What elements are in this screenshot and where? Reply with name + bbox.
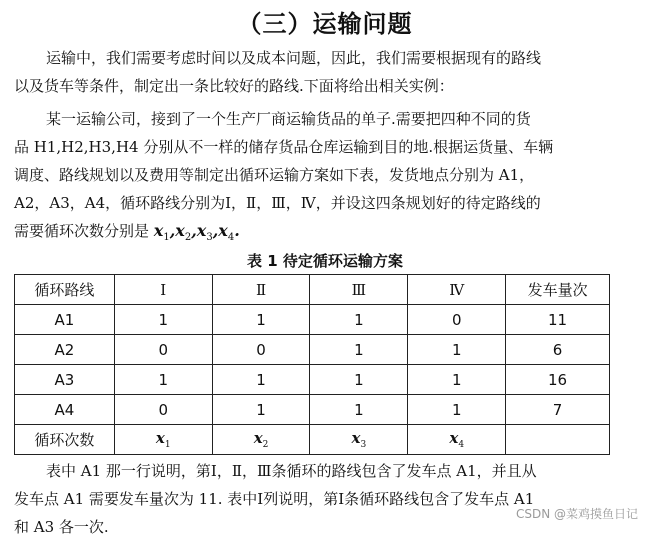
cycle-var-x1: $x_1$ bbox=[114, 425, 212, 455]
table-cell: A3 bbox=[15, 365, 115, 395]
intro-paragraph bbox=[14, 44, 636, 100]
table-cell: 1 bbox=[310, 335, 408, 365]
table-row bbox=[15, 335, 610, 365]
explanation-paragraph bbox=[14, 457, 636, 541]
example-line-4: A2，A3，A4，循环路线分别为Ⅰ，Ⅱ，Ⅲ，Ⅳ，并设这四条规划好的待定路线的 bbox=[14, 194, 541, 212]
cycle-var-x3: $x_3$ bbox=[310, 425, 408, 455]
variable-x1: $x_1$, bbox=[153, 221, 176, 244]
table-cell: 11 bbox=[506, 305, 610, 335]
header-route-4: Ⅳ bbox=[408, 275, 506, 305]
header-dispatch-count: 发车量次 bbox=[506, 275, 610, 305]
explanation-line-3: 和 A3 各一次. bbox=[14, 518, 109, 536]
variable-x3: $x_3$, bbox=[196, 221, 219, 244]
variable-list bbox=[153, 221, 240, 244]
variable-x4: $x_4$. bbox=[218, 221, 240, 244]
transport-plan-table bbox=[14, 274, 610, 455]
table-row bbox=[15, 305, 610, 335]
header-route: 循环路线 bbox=[15, 275, 115, 305]
table-cell: 0 bbox=[114, 395, 212, 425]
explanation-line-2: 发车点 A1 需要发车量次为 11. 表中Ⅰ列说明，第Ⅰ条循环路线包含了发车点 A1 bbox=[14, 490, 535, 508]
table-cell: 6 bbox=[506, 335, 610, 365]
variable-x2: $x_2$, bbox=[175, 221, 197, 244]
example-line-2: 品 H1,H2,H3,H4 分别从不一样的储存货品仓库运输到目的地.根据运货量、车辆 bbox=[14, 138, 554, 156]
header-route-2: Ⅱ bbox=[212, 275, 310, 305]
table-cell: 0 bbox=[114, 335, 212, 365]
intro-line-2: 以及货车等条件，制定出一条比较好的路线.下面将给出相关实例： bbox=[14, 77, 454, 95]
example-paragraph bbox=[14, 105, 636, 252]
cycle-count-label: 循环次数 bbox=[15, 425, 115, 455]
table-cell: 1 bbox=[114, 305, 212, 335]
table-cell: 1 bbox=[212, 305, 310, 335]
table-cell: 1 bbox=[310, 395, 408, 425]
table-cell: 1 bbox=[212, 395, 310, 425]
table-cell: 1 bbox=[212, 365, 310, 395]
example-line-1: 某一运输公司，接到了一个生产厂商运输货品的单子.需要把四种不同的货 bbox=[46, 110, 531, 128]
table-cell: A2 bbox=[15, 335, 115, 365]
csdn-watermark: CSDN @菜鸡摸鱼日记 bbox=[515, 507, 638, 521]
table-cell: A1 bbox=[15, 305, 115, 335]
table-cell: 1 bbox=[408, 395, 506, 425]
table-header-row bbox=[15, 275, 610, 305]
table-caption: 表 1 待定循环运输方案 bbox=[247, 252, 403, 270]
example-line-3: 调度、路线规划以及费用等制定出循环运输方案如下表，发货地点分别为 A1， bbox=[14, 166, 535, 184]
section-title: （三）运输问题 bbox=[237, 10, 413, 38]
table-cell: 16 bbox=[506, 365, 610, 395]
cycle-var-x4: $x_4$ bbox=[408, 425, 506, 455]
cycle-count-row bbox=[15, 425, 610, 455]
table-cell: 1 bbox=[114, 365, 212, 395]
header-route-1: Ⅰ bbox=[114, 275, 212, 305]
table-cell: A4 bbox=[15, 395, 115, 425]
cycle-count-tail bbox=[506, 425, 610, 455]
example-line-5: 需要循环次数分别是 bbox=[14, 222, 154, 240]
table-row bbox=[15, 395, 610, 425]
table-row bbox=[15, 365, 610, 395]
table-cell: 1 bbox=[310, 365, 408, 395]
table-cell: 1 bbox=[310, 305, 408, 335]
table-cell: 0 bbox=[408, 305, 506, 335]
table-cell: 1 bbox=[408, 335, 506, 365]
table-cell: 1 bbox=[408, 365, 506, 395]
table-cell: 7 bbox=[506, 395, 610, 425]
header-route-3: Ⅲ bbox=[310, 275, 408, 305]
explanation-line-1: 表中 A1 那一行说明，第Ⅰ，Ⅱ，Ⅲ条循环的路线包含了发车点 A1，并且从 bbox=[46, 462, 537, 480]
intro-line-1: 运输中，我们需要考虑时间以及成本问题，因此，我们需要根据现有的路线 bbox=[46, 49, 542, 67]
table-cell: 0 bbox=[212, 335, 310, 365]
cycle-var-x2: $x_2$ bbox=[212, 425, 310, 455]
